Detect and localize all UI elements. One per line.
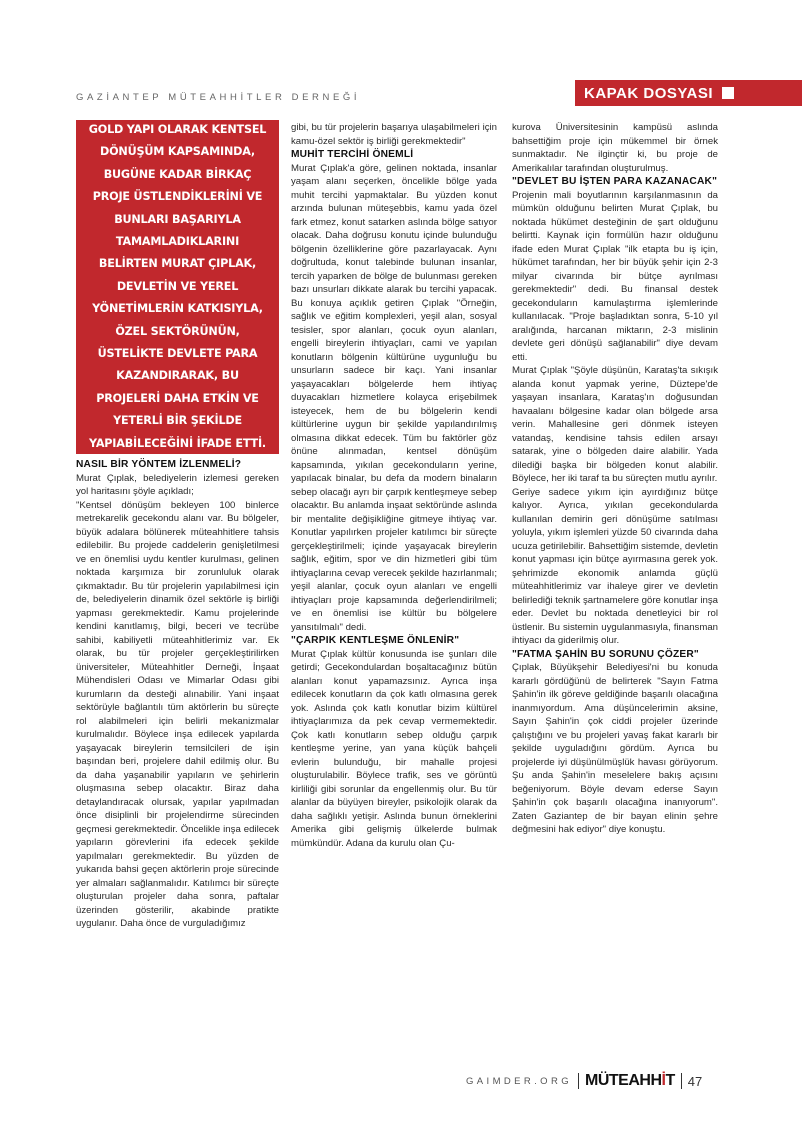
- paragraph: Murat Çıplak "Şöyle düşünün, Karataş'ta sıkışık alanda konut yapmak yerine, Düztepe'de yaşayan insanlara, Karataş'ın doğusundan havaalanı bölgesine kadar olan bölgede arsa verin. Mahallesine geri dönmek isteyen vatandaş, kendisine tahsis edilen arsayı satarak, yine o bölgeden daire alabilir. Yada dilediği başka bir bölgeden konut alabilir. Böylece, her iki taraf ta bu süreçten mutlu ayrılır.: [512, 365, 718, 484]
- article-column-2: [291, 121, 497, 850]
- footer-website: GAIMDER.ORG: [466, 1075, 573, 1087]
- paragraph: kurova Üniversitesinin kampüsü aslında bahsettiğim proje için mükemmel bir örnek sunmaktadır. Ne ilginçtir ki, bu proje de Amerikalılar tarafından oluşturulmuş.: [512, 122, 718, 174]
- paragraph: "Kentsel dönüşüm bekleyen 100 binlerce metrekarelik gecekondu alanı var. Bu bölgeler, büyük adalara bölünerek müteahhitlere tahsis edilebilir. Bu projede caddelerin genişletilmesi ve en önemlisi uydu kentler kurulması, gelinen noktada karşımıza bir zorunluluk olarak çıkmaktadır. Bu tür projelerin yapılabilmesi için de, belediyelerin dinamik özel sektörle iş birliği yapması gerekmektedir. Kamu projelerinde kendini kanıtlamış, bilgi, beceri ve tecrübe sahibi, kabiliyetli müteahhitlerimiz var. Ek olarak, bu tür projeler gerçekleştirilirken üniversiteler, Müteahhitler Derneği, İnşaat Mühendisleri Odası ve Mimarlar Odası gibi kurumların da desteği alınabilir. Yani inşaat sektörüyle bağlantılı tüm aktörlerin bu süreçte rol alabilmeleri için belirli mekanizmalar kurulmalıdır. Böylece inşa edilecek yapılarda yaşayacak bireylerin temsilcileri de işin başından beri, projelere dahil edilmiş olur. Bu da daha yaşanabilir yapıların ve şehirlerin oluşmasına sebep olacaktır. Biraz daha detaylandıracak olursak, yapılar yapılmadan önce disiplinli bir projelendirme sürecinden geçmesi gerekmektedir. Öncelikle inşa edilecek yapıların görevlerini ifa edecek şekilde yapılmaları gerekmektedir. Bu yüzden de yukarıda bahsi geçen aktörlerin proje sürecinde yer almaları sağlanmalıdır. Katılımcı bir süreçte oluşturulan projeler daha sonra, paftalar üzerinden gösterilir, akabinde pratikte uygulanır. Daha önce de vurguladığımız: [76, 499, 279, 929]
- logo-text-main: MÜTEAHH: [585, 1072, 662, 1089]
- section-tag: [575, 80, 802, 106]
- paragraph: Murat Çıplak, belediyelerin izlemesi gereken yol haritasını şöyle açıkladı;: [76, 472, 279, 497]
- pull-quote-text: GOLD YAPI OLARAK KENTSEL DÖNÜŞÜM KAPSAMINDA, BUGÜNE KADAR BİRKAÇ PROJE ÜSTLENDİKLERİNİ VE BUNLARI BAŞARIYLA TAMAMLADIKLARINI BELİRTEN MURAT ÇIPLAK, DEVLETİN VE YEREL YÖNETİMLERİN KATKISIYLA, ÖZEL SEKTÖRÜNÜN, ÜSTELİKTE DEVLETE PARA KAZANDIRARAK, BU PROJELERİ DAHA ETKİN VE YETERLİ BİR ŞEKİLDE YAPIABİLECEĞİNİ İFADE ETTİ.: [88, 122, 267, 450]
- paragraph: Geriye sadece yıkım için ayırdığınız bütçe kalıyor. Ayrıca, yıkılan gecekondularda kullanılan demirin geri dönüşüme satılması yoluyla, yıkım işlemleri yüzde 50 civarında daha ucuza getirilebilir. Bahsettiğim sistemde, devletin konut yapması için bütçe ayırmasına gerek yok. şehrimizde ekonomik anlamda güçlü müteahhitlerimiz var ihaleye girer ve devletin belirlediği teknik şartnamelere göre konutlar inşa eder. Devlet bu noktada denetleyici bir rol üstlenir. Bu sistemin uygulanmasıyla, finansman ihtiyacı da giderilmiş olur.: [512, 486, 718, 646]
- article-column-3: [512, 121, 718, 837]
- section-heading: MUHİT TERCİHİ ÖNEMLİ: [291, 149, 414, 160]
- footer-divider: [681, 1073, 682, 1089]
- section-heading: NASIL BİR YÖNTEM İZLENMELİ?: [76, 459, 242, 470]
- paragraph: Murat Çıplak kültür konusunda ise şunları dile getirdi; Gecekondulardan boşaltacağınız bütün alanları konut yapamazsınız. Ayrıca inşa edilecek konutların da çok katlı olmasına gerek yok. Aslında çok katlı konutlar bizim kültürel ihtiyaçlarımıza da pek cevap vermemektedir. Çok katlı konutların sebep olduğu çarpık kentleşme yerine, yan yana küçük bahçeli evlerin bulunduğu, bir mahalle projesi oluşturulabilir. Böylece trafik, ses ve görüntü kirliliği gibi sorunlar da engellenmiş olur. Bu tür alanlar da büyüyen bireyler, psikolojik olarak da daha sağlıklı yetişir. Aslında bunun örneklerini Amerika gibi gelişmiş ülkelerde bulmak mümkündür. Adana da kurulu olan Çu-: [291, 648, 497, 849]
- page-footer: [466, 1072, 702, 1090]
- paragraph: gibi, bu tür projelerin başarıya ulaşabilmeleri için kamu-özel sektör iş birliği gerekmektedir": [291, 122, 497, 147]
- section-heading: "ÇARPIK KENTLEŞME ÖNLENİR": [291, 635, 460, 646]
- square-icon: [722, 87, 734, 99]
- section-heading: "DEVLET BU İŞTEN PARA KAZANACAK": [512, 176, 718, 187]
- paragraph: Çıplak, Büyükşehir Belediyesi'ni bu konuda kararlı gördüğünü de belirterek "Sayın Fatma Şahin'in ilk göreve geldiğinde başarılı olacağına inanmıyordum. Ama düşüncelerimin aksine, Sayın Şahin'in çok ciddi projeler üzerinde çalıştığını ve bu projeleri yavaş fakat kararlı bir şekilde uyguladığını gördüm. Ayrıca bu projelerde iyi düşünülmüşlük havası görüyorum. Şu anda Şahin'in meselelere bakış açısını beğeniyorum. Böyle devam ederse Sayın Şahin'in çok başarılı olacağına inanıyorum". Zaten Gaziantep de bir bayan elinin şehre değmesini hak ediyor" diye konuştu.: [512, 662, 718, 835]
- article-column-1: [76, 458, 279, 931]
- section-heading: "FATMA ŞAHİN BU SORUNU ÇÖZER": [512, 648, 699, 660]
- pull-quote-box: [76, 120, 279, 454]
- logo-text-tail: T: [665, 1072, 675, 1089]
- paragraph: Murat Çıplak'a göre, gelinen noktada, insanlar yaşam alanı seçerken, öncelikle bölge yada muhit tercihi yapmaktalar. Bu yüzden konut arzında bulunan müteşebbis, kamu yada özel fark etmez, konut satarken aslında bölge satıyor olacak. Daha doğrusu konutu içinde bulunduğu bölgenin özelliklerine göre pazarlayacak. Aynı doğrultuda, konut talebinde bulunan insanlar, tercih yaparken de bölge de bulunması gereken bazı unsurları dikkate alarak bu tercihi yapacak. Bu konuya açıklık getiren Çıplak "Örneğin, sağlık ve eğitim komplexleri, yeşil alan, sosyal tesisler, spor alanları, çocuk oyun alanları, engelli bireylerin ihtiyaçları, cami ve yapılan konutların bölgenin kültürüne uygunluğu bu unsurların sadece bir kaçı. Yani insanlar yaşayacakları bölgelerde hem ihtiyaç duyacakları hizmetlere kolayca erişebilmek isteyecek, hem de bu bölgelerin kendi kültürlerine uygun bir şekilde yapılandırılmış olmasına dikkat edecek. Tüm bu faktörler göz önüne alınmadan, kentsel dönüşüm kapsamında, yıkılan gecekonduların yerine, yapılacak binalar, bu defa da modern binaların sebep olacağı ayrı bir çarpık kentleşmeye sebep olacaktır. Bu anlamda inşaat sektöründe aslında bir mentalite değişikliğine gitmeye ihtiyaç var. Konutlar yapılırken projeler katılımcı bir süreçte gerçekleştirilmeli; içinde yaşayacak bireylerin sağlık, eğitim, spor ve din hizmetleri gibi tüm ihtiyaçlarına cevap verecek şekilde hazırlanmalı; yeşil alanlar, çocuk oyun alanları ve engelli ihtiyaçları proje kapsamında değerlendirilmeli; ve en önemlisi ise kültür bu bölgelere yansıtılmalı" dedi.: [291, 162, 497, 633]
- footer-divider: [578, 1073, 579, 1089]
- magazine-logo: [585, 1072, 675, 1090]
- page-number: 47: [687, 1073, 703, 1089]
- paragraph: Projenin mali boyutlarının karşılanmasının da mümkün olduğunu belirten Murat Çıplak, bu noktada hükümet desteğinin de şart olduğunu belirtti. Kaynak için formülün hazır olduğunu ifade eden Murat Çıplak "ilk etapta bu iş için, hükümet tarafından, her bir büyük şehir için 2-3 milyar civarında bir bütçe ayrılması gerekmektedir" dedi. Bu finansal destek gecekonduların kamulaştırma işlemlerinde kullanılacak. "Proje başladıktan sonra, 5-10 yıl aralığında, harcanan miktarın, 2-3 mislinin devlete geri dönüşü sağlanabilir" diye devam etti.: [512, 189, 718, 363]
- section-tag-label: KAPAK DOSYASI: [584, 84, 714, 102]
- logo-text-accent: İ: [661, 1072, 666, 1089]
- publication-org-name: GAZİANTEP MÜTEAHHİTLER DERNEĞİ: [76, 92, 361, 103]
